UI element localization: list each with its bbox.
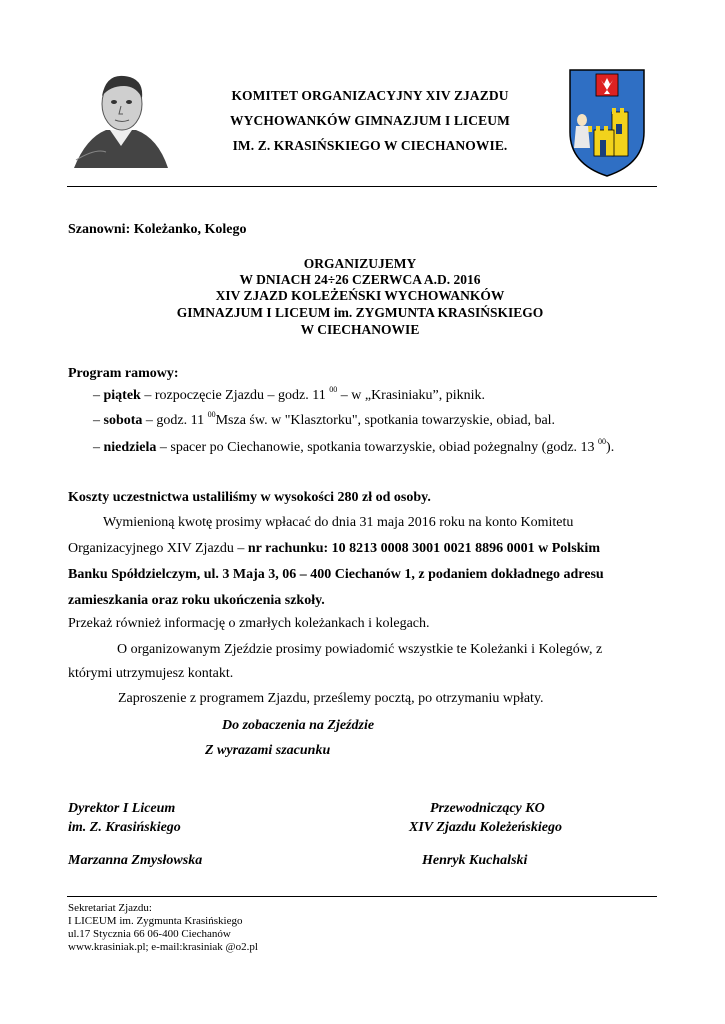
program-sunday: – niedziela – spacer po Ciechanowie, spotkania towarzyskie, obiad pożegnalny (godz. 13 $^{00}$). (93, 437, 615, 455)
greeting: Szanowni: Koleżanko, Kolego (68, 222, 247, 237)
costs-line-5: Przekaż również informację o zmarłych koleżankach i kolegach. (68, 616, 430, 631)
program-title: Program ramowy: (68, 366, 179, 381)
right-signature-name: Henryk Kuchalski (422, 853, 528, 868)
costs-line-1: Wymienioną kwotę prosimy wpłacać do dnia 31 maja 2016 roku na konto Komitetu (103, 515, 574, 530)
headline-line-5: W CIECHANOWIE (300, 322, 420, 337)
headline-line-1: ORGANIZUJEMY (303, 256, 417, 271)
left-signature-title-1: Dyrektor I Liceum (68, 801, 176, 816)
costs-line-7: którymi utrzymujesz kontakt. (68, 666, 234, 681)
sunday-text-end: ). (606, 440, 615, 455)
footer-divider (67, 896, 657, 897)
costs-line-8: Zaproszenie z programem Zjazdu, prześlemy pocztą, po otrzymaniu wpłaty. (118, 691, 544, 706)
header-line-2: WYCHOWANKÓW GIMNAZJUM I LICEUM (230, 113, 510, 128)
left-signature-name: Marzanna Zmysłowska (68, 853, 203, 868)
footer-line-4: www.krasiniak.pl; e-mail:krasiniak @o2.pl (68, 941, 258, 953)
left-signature-title-2: im. Z. Krasińskiego (68, 820, 181, 835)
friday-sup: 00 (329, 385, 338, 394)
saturday-text-end: Msza św. w "Klasztorku", spotkania towarzyskie, obiad, bal. (215, 413, 556, 428)
saturday-text: – godz. 11 (142, 413, 208, 428)
account-number: nr rachunku: 10 8213 0008 3001 0021 8896 0001 w Polskim (247, 541, 600, 556)
portrait-image (66, 68, 176, 174)
costs-line-6: O organizowanym Zjeździe prosimy powiadomić wszystkie te Koleżanki i Kolegów, z (117, 642, 603, 657)
costs-line-3: Banku Spółdzielczym, ul. 3 Maja 3, 06 – 400 Ciechanów 1, z podaniem dokładnego adresu (68, 567, 604, 582)
costs-line-2 (68, 541, 600, 557)
costs-line-2-text: Organizacyjnego XIV Zjazdu – (68, 541, 248, 556)
headline-line-3: XIV ZJAZD KOLEŻEŃSKI WYCHOWANKÓW (215, 288, 505, 303)
footer-line-3: ul.17 Stycznia 66 06-400 Ciechanów (68, 928, 231, 940)
day-saturday: sobota (103, 413, 143, 428)
coat-of-arms-image (568, 68, 646, 178)
footer-line-1: Sekretariat Zjazdu: (68, 902, 152, 914)
costs-title: Koszty uczestnictwa ustaliliśmy w wysokości 280 zł od osoby. (68, 490, 431, 505)
headline-line-4: GIMNAZJUM I LICEUM im. ZYGMUNTA KRASIŃSKIEGO (176, 305, 544, 320)
right-signature-title-1: Przewodniczący KO (430, 801, 545, 816)
friday-text-end: – w „Krasiniaku”, piknik. (337, 388, 485, 403)
program-saturday: – sobota – godz. 11 $^{00}$Msza św. w "Klasztorku", spotkania towarzyskie, obiad, bal. (93, 410, 556, 428)
footer-line-2: I LICEUM im. Zygmunta Krasińskiego (68, 915, 243, 927)
header-divider (67, 186, 657, 187)
day-sunday: niedziela (103, 440, 157, 455)
costs-line-4: zamieszkania oraz roku ukończenia szkoły. (68, 593, 325, 608)
sunday-text: – spacer po Ciechanowie, spotkania towarzyskie, obiad pożegnalny (godz. 13 (156, 440, 599, 455)
program-friday: – piątek – rozpoczęcie Zjazdu – godz. 11 $^{00}$ – w „Krasiniaku”, piknik. (93, 385, 485, 403)
closing-line-1: Do zobaczenia na Zjeździe (222, 718, 375, 733)
right-signature-title-2: XIV Zjazdu Koleżeńskiego (409, 820, 562, 835)
header-line-3: IM. Z. KRASIŃSKIEGO W CIECHANOWIE. (232, 138, 508, 153)
headline-line-2: W DNIACH 24÷26 CZERWCA A.D. 2016 (239, 272, 481, 287)
header-line-1: KOMITET ORGANIZACYJNY XIV ZJAZDU (231, 88, 509, 103)
sunday-sup: 00 (598, 437, 607, 446)
closing-line-2: Z wyrazami szacunku (205, 743, 331, 758)
day-friday: piątek (103, 388, 141, 403)
friday-text: – rozpoczęcie Zjazdu – godz. 11 (140, 388, 330, 403)
saturday-sup: 00 (207, 410, 216, 419)
